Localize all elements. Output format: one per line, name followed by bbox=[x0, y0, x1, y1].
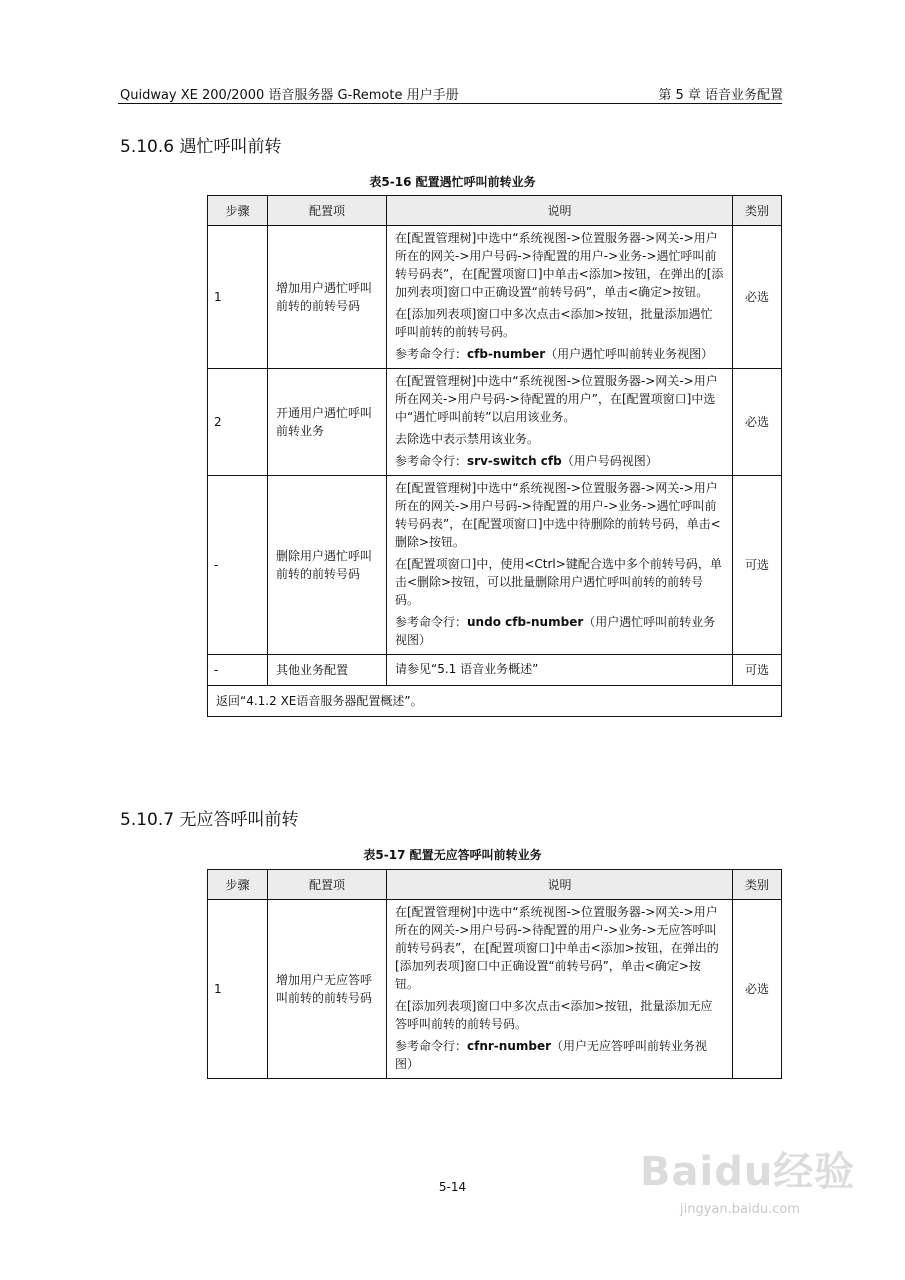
col-header-desc: 说明 bbox=[387, 196, 733, 226]
table-row bbox=[208, 369, 782, 476]
table-footer-row bbox=[208, 686, 782, 717]
item-cell: 其他业务配置 bbox=[268, 655, 387, 686]
table-caption-5-16: 表5-16 配置遇忙呼叫前转业务 bbox=[369, 175, 536, 189]
step-cell: 1 bbox=[208, 900, 268, 1079]
table-row bbox=[208, 226, 782, 369]
step-cell: - bbox=[208, 655, 268, 686]
command-reference bbox=[395, 452, 724, 470]
col-header-item: 配置项 bbox=[268, 196, 387, 226]
baidu-logo-watermark: Baidu经验 bbox=[640, 1149, 856, 1195]
ref-prefix: 参考命令行： bbox=[395, 1039, 468, 1053]
desc-paragraph: 在[配置管理树]中选中“系统视图->位置服务器->网关->用户所在的网关->用户号码->待配置的用户->业务->无应答呼叫前转号码表”，在[配置项窗口]中单击<添加>按钮，在弹出的[添加列表项]窗口中正确设置“前转号码”，单击<确定>按钮。 bbox=[395, 905, 719, 991]
table-5-17 bbox=[207, 869, 782, 1079]
header-rule bbox=[118, 103, 782, 104]
header-title: Quidway XE 200/2000 语音服务器 G-Remote 用户手册 bbox=[120, 88, 459, 103]
table-row bbox=[208, 900, 782, 1079]
desc-paragraph: 请参见“5.1 语音业务概述” bbox=[395, 662, 539, 676]
command-name: undo cfb-number bbox=[467, 615, 584, 629]
item-cell: 增加用户无应答呼叫前转的前转号码 bbox=[268, 900, 387, 1079]
item-cell: 增加用户遇忙呼叫前转的前转号码 bbox=[268, 226, 387, 369]
desc-cell bbox=[387, 655, 733, 686]
table-header-row bbox=[208, 196, 782, 226]
return-link-text: 返回“4.1.2 XE语音服务器配置概述”。 bbox=[208, 686, 782, 717]
col-header-type: 类别 bbox=[733, 870, 782, 900]
section-title-busy-forward: 5.10.6 遇忙呼叫前转 bbox=[120, 137, 282, 157]
desc-paragraph: 在[添加列表项]窗口中多次点击<添加>按钮，批量添加遇忙呼叫前转的前转号码。 bbox=[395, 307, 713, 339]
table-5-16 bbox=[207, 195, 782, 717]
watermark-url: jingyan.baidu.com bbox=[680, 1202, 800, 1217]
command-name: srv-switch cfb bbox=[467, 454, 562, 468]
item-cell: 开通用户遇忙呼叫前转业务 bbox=[268, 369, 387, 476]
desc-paragraph: 在[添加列表项]窗口中多次点击<添加>按钮，批量添加无应答呼叫前转的前转号码。 bbox=[395, 999, 713, 1031]
col-header-step: 步骤 bbox=[208, 196, 268, 226]
step-cell: - bbox=[208, 476, 268, 655]
table-row bbox=[208, 476, 782, 655]
page-number: 5-14 bbox=[438, 1180, 467, 1194]
ref-prefix: 参考命令行： bbox=[395, 347, 468, 361]
desc-cell bbox=[387, 900, 733, 1079]
col-header-item: 配置项 bbox=[268, 870, 387, 900]
desc-paragraph: 在[配置项窗口]中，使用<Ctrl>键配合选中多个前转号码，单击<删除>按钮，可以批量删除用户遇忙呼叫前转的前转号码。 bbox=[395, 557, 722, 607]
command-reference bbox=[395, 345, 724, 363]
ref-prefix: 参考命令行： bbox=[395, 615, 468, 629]
command-reference bbox=[395, 613, 724, 649]
col-header-type: 类别 bbox=[733, 196, 782, 226]
step-cell: 1 bbox=[208, 226, 268, 369]
type-cell: 可选 bbox=[733, 655, 782, 686]
header-chapter: 第 5 章 语音业务配置 bbox=[658, 88, 783, 103]
desc-cell bbox=[387, 226, 733, 369]
desc-paragraph: 在[配置管理树]中选中“系统视图->位置服务器->网关->用户所在的网关->用户号码->待配置的用户->业务->遇忙呼叫前转号码表”，在[配置项窗口]中单击<添加>按钮，在弹出的[添加列表项]窗口中正确设置“前转号码”，单击<确定>按钮。 bbox=[395, 231, 724, 299]
col-header-desc: 说明 bbox=[387, 870, 733, 900]
ref-suffix: （用户号码视图） bbox=[561, 454, 658, 468]
desc-cell bbox=[387, 476, 733, 655]
table-row bbox=[208, 655, 782, 686]
item-cell: 删除用户遇忙呼叫前转的前转号码 bbox=[268, 476, 387, 655]
ref-suffix: （用户遇忙呼叫前转业务视图） bbox=[545, 347, 714, 361]
desc-paragraph: 在[配置管理树]中选中“系统视图->位置服务器->网关->用户所在的网关->用户号码->待配置的用户->业务->遇忙呼叫前转号码表”，在[配置项窗口]中选中待删除的前转号码，单击<删除>按钮。 bbox=[395, 481, 721, 549]
col-header-step: 步骤 bbox=[208, 870, 268, 900]
type-cell: 必选 bbox=[733, 226, 782, 369]
command-reference bbox=[395, 1037, 724, 1073]
ref-suffix: （用户无应答呼叫前转业务视图） bbox=[395, 1039, 708, 1071]
step-cell: 2 bbox=[208, 369, 268, 476]
table-caption-5-17: 表5-17 配置无应答呼叫前转业务 bbox=[363, 848, 542, 862]
type-cell: 必选 bbox=[733, 369, 782, 476]
command-name: cfb-number bbox=[467, 347, 546, 361]
ref-prefix: 参考命令行： bbox=[395, 454, 468, 468]
ref-suffix: （用户遇忙呼叫前转业务视图） bbox=[395, 615, 716, 647]
type-cell: 可选 bbox=[733, 476, 782, 655]
desc-paragraph: 去除选中表示禁用该业务。 bbox=[395, 432, 540, 446]
desc-cell bbox=[387, 369, 733, 476]
command-name: cfnr-number bbox=[467, 1039, 552, 1053]
type-cell: 必选 bbox=[733, 900, 782, 1079]
section-title-no-answer-forward: 5.10.7 无应答呼叫前转 bbox=[120, 810, 299, 830]
desc-paragraph: 在[配置管理树]中选中“系统视图->位置服务器->网关->用户所在网关->用户号码->待配置的用户”，在[配置项窗口]中选中“遇忙呼叫前转”以启用该业务。 bbox=[395, 374, 718, 424]
table-header-row bbox=[208, 870, 782, 900]
baidu-watermark bbox=[640, 1140, 865, 1240]
